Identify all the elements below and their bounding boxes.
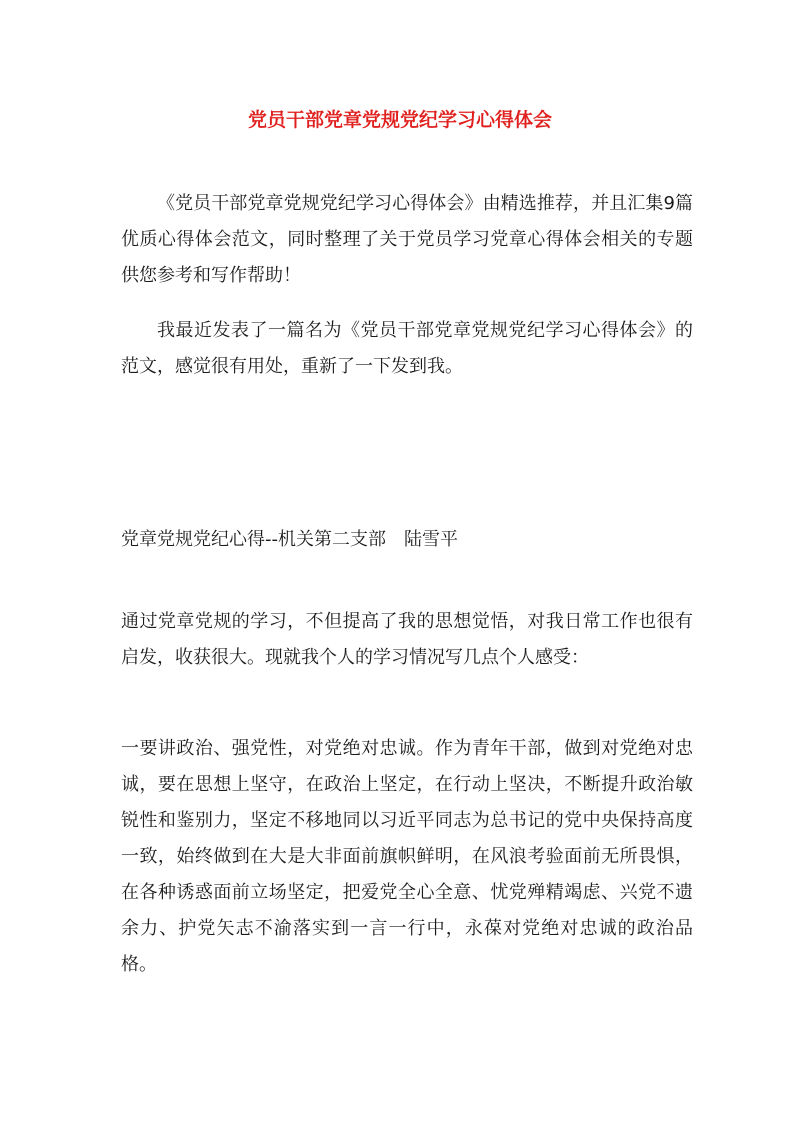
byline: 党章党规党纪心得--机关第二支部 陆雪平: [121, 529, 458, 550]
intro-paragraph-1: 《党员干部党章党规党纪学习心得体会》由精选推荐，并且汇集9篇优质心得体会范文，同时整理了关于党员学习党章心得体会相关的专题供您参考和写作帮助！: [121, 193, 693, 286]
body-paragraph-2: 一要讲政治、强党性，对党绝对忠诚。作为青年干部，做到对党绝对忠诚，要在思想上坚守，在政治上坚定，在行动上坚决，不断提升政治敏锐性和鉴别力，坚定不移地同以习近平同志为总书记的党中央保持高度一致，始终做到在大是大非面前旗帜鲜明，在风浪考验面前无所畏惧，在各种诱惑面前立场坚定，把爱党全心全意、忧党殚精竭虑、兴党不遗余力、护党矢志不渝落实到一言一行中，永葆对党绝对忠诚的政治品格。: [121, 738, 693, 975]
document-title: 党员干部党章党规党纪学习心得体会: [247, 109, 552, 131]
intro-paragraph-2: 我最近发表了一篇名为《党员干部党章党规党纪学习心得体会》的范文，感觉很有用处，重新了一下发到我。: [121, 320, 693, 377]
body-paragraph-1: 通过党章党规的学习，不但提高了我的思想觉悟，对我日常工作也很有启发，收获很大。现就我个人的学习情况写几点个人感受：: [121, 611, 693, 668]
